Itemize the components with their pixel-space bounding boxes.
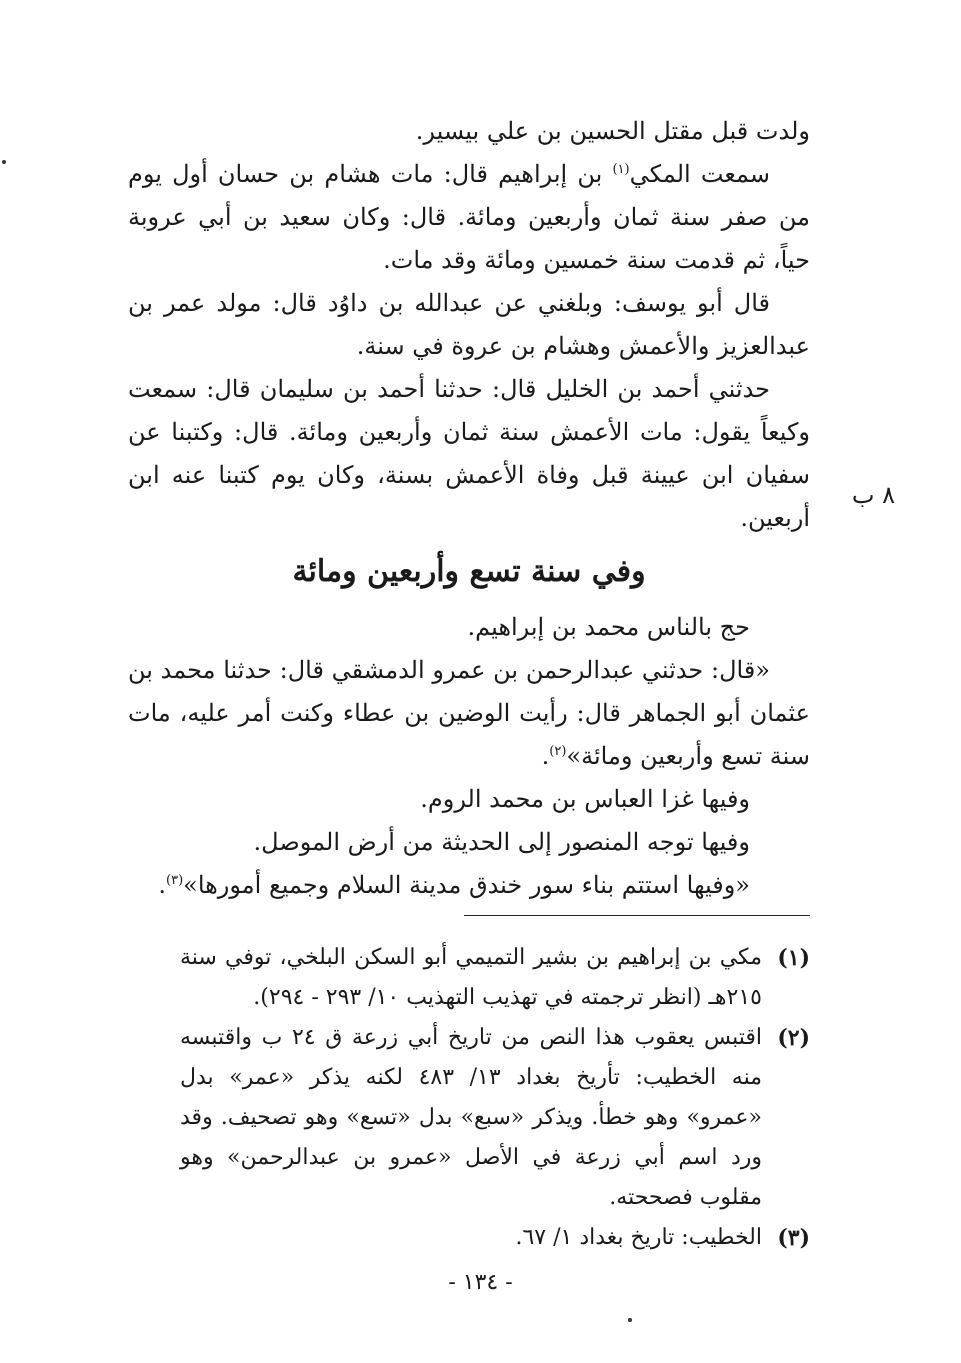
footnote-text: الخطيب: تاريخ بغداد ١/ ٦٧.	[515, 1225, 762, 1250]
paragraph-1: ولدت قبل مقتل الحسين بن علي بيسير.	[415, 117, 810, 145]
footnotes	[180, 938, 810, 1258]
footnote-separator	[464, 915, 810, 916]
footnote-ref-1[interactable]: (١)	[612, 162, 630, 177]
section-paragraph-3: وفيها غزا العباس بن محمد الروم.	[420, 785, 750, 813]
scan-speck	[2, 160, 6, 164]
paragraph-3: قال أبو يوسف: وبلغني عن عبدالله بن داوُد قال: مولد عمر بن عبدالعزيز والأعمش وهشام بن عروة في سنة.	[128, 289, 810, 360]
footnote-2	[180, 1018, 810, 1218]
section-paragraph-4: وفيها توجه المنصور إلى الحديثة من أرض الموصل.	[253, 828, 750, 856]
footnote-ref-2[interactable]: (٢)	[549, 744, 567, 759]
paragraph-2	[128, 153, 810, 282]
paragraph-4: حدثني أحمد بن الخليل قال: حدثنا أحمد بن سليمان قال: سمعت وكيعاً يقول: مات الأعمش سنة ثمان وأربعين ومائة. قال: وكتبنا عن سفيان ابن عيينة قبل وفاة الأعمش بسنة، وكان يوم كتبنا عنه ابن أربعين.	[128, 375, 810, 532]
footnote-text: مكي بن إبراهيم بن بشير التميمي أبو السكن البلخي، توفي سنة ٢١٥هـ (انظر ترجمته في تهذيب التهذيب ١٠/ ٢٩٣ - ٢٩٤).	[180, 945, 762, 1010]
section-paragraph-5-end: .	[158, 871, 167, 899]
paragraph-2-rest: بن إبراهيم قال: مات هشام بن حسان أول يوم من صفر سنة ثمان وأربعين ومائة. قال: وكان سعيد بن أبي عروبة حياً، ثم قدمت سنة خمسين ومائة وقد مات.	[128, 160, 810, 274]
footnote-number: (٢)	[777, 1025, 810, 1051]
scan-speck	[628, 1318, 632, 1322]
paragraph-2-start: سمعت المكي	[629, 160, 770, 188]
footnote-1	[180, 938, 810, 1018]
footnote-number: (٣)	[777, 1225, 810, 1251]
page-number: - ١٣٤ -	[448, 1270, 513, 1295]
footnote-number: (١)	[777, 945, 810, 971]
section-paragraph-2-end: .	[541, 742, 550, 770]
section-title: وفي سنة تسع وأربعين ومائة	[292, 554, 646, 589]
footnote-ref-3[interactable]: (٣)	[166, 873, 184, 888]
footnote-text: اقتبس يعقوب هذا النص من تاريخ أبي زرعة ق ٢٤ ب واقتبسه منه الخطيب: تأريخ بغداد ١٣/ ٤٨٣ لكنه يذكر «عمر» بدل «عمرو» وهو خطأ. ويذكر «سبع» بدل «تسع» وهو تصحيف. وقد ورد اسم أبي زرعة في الأصل «عمرو بن عبدالرحمن» وهو مقلوب فصححته.	[180, 1025, 763, 1210]
main-text	[128, 110, 810, 907]
manuscript-folio-note: ٨ ب	[851, 481, 895, 509]
section-paragraph-5	[128, 864, 750, 907]
footnote-3	[180, 1218, 810, 1258]
section-paragraph-2-text: «قال: حدثني عبدالرحمن بن عمرو الدمشقي قال: حدثنا محمد بن عثمان أبو الجماهر قال: رأيت الوضين بن عطاء وكنت أمر عليه، مات سنة تسع وأربعين ومائة»	[128, 656, 810, 770]
section-paragraph-2	[128, 649, 810, 778]
section-paragraph-5-text: «وفيها استتم بناء سور خندق مدينة السلام وجميع أمورها»	[183, 871, 750, 899]
section-paragraph-1: حج بالناس محمد بن إبراهيم.	[467, 613, 750, 641]
